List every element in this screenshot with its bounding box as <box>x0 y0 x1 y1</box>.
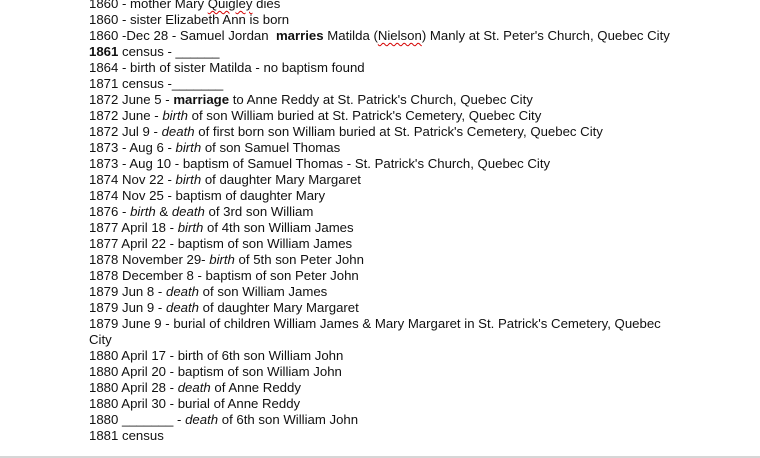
text-run: 1880 _______ - <box>89 412 186 427</box>
text-run: death <box>171 204 205 219</box>
timeline-entry <box>89 156 679 172</box>
text-run: 1864 - birth of sister Matilda - no baptism found <box>89 60 365 75</box>
text-run: death <box>161 124 195 139</box>
text-run: 1874 Nov 22 - <box>89 172 176 187</box>
timeline-entry <box>89 44 679 60</box>
timeline-entry <box>89 428 679 444</box>
timeline-entry <box>89 140 679 156</box>
text-run: of daughter Mary Margaret <box>199 300 359 315</box>
text-run: 1873 - Aug 10 - baptism of Samuel Thomas - St. Patrick's Church, Quebec City <box>89 156 551 171</box>
document-body[interactable] <box>89 0 679 444</box>
timeline-entry <box>89 92 679 108</box>
timeline-entry <box>89 124 679 140</box>
timeline-entry <box>89 412 679 428</box>
text-run: of 5th son Peter John <box>234 252 364 267</box>
text-run: of first born son William buried at St. Patrick's Cemetery, Quebec City <box>194 124 603 139</box>
text-run: marries <box>275 28 324 43</box>
text-run: of son Samuel Thomas <box>201 140 341 155</box>
text-run: Matilda ( <box>323 28 378 43</box>
timeline-entry <box>89 28 679 44</box>
text-run: 1872 June - <box>89 108 163 123</box>
text-run: birth <box>177 220 204 235</box>
text-run: 1880 April 17 - birth of 6th son William John <box>89 348 344 363</box>
text-run: dies <box>252 0 281 11</box>
text-run: 1881 census <box>89 428 164 443</box>
text-run: 1860 -Dec 28 - Samuel Jordan <box>89 28 276 43</box>
text-run: death <box>165 284 199 299</box>
timeline-entry <box>89 172 679 188</box>
text-run: 1879 June 9 - burial of children William James & Mary Margaret in St. Patrick's Cemetery, Quebec City <box>89 316 665 347</box>
text-run: 1880 April 28 - <box>89 380 178 395</box>
text-run: 1872 June 5 - <box>89 92 174 107</box>
timeline-entry <box>89 316 679 348</box>
text-run: ) Manly at St. Peter's Church, Quebec City <box>421 28 670 43</box>
text-run: 1872 Jul 9 - <box>89 124 162 139</box>
timeline-entry <box>89 364 679 380</box>
timeline-entry <box>89 268 679 284</box>
timeline-entry <box>89 284 679 300</box>
text-run: of son William James <box>199 284 328 299</box>
text-run: of son William buried at St. Patrick's Cemetery, Quebec City <box>187 108 542 123</box>
text-run: 1861 <box>89 44 119 59</box>
text-run: 1877 April 18 - <box>89 220 178 235</box>
text-run: 1860 - sister Elizabeth Ann is born <box>89 12 290 27</box>
timeline-entry <box>89 380 679 396</box>
text-run: 1879 Jun 9 - <box>89 300 166 315</box>
text-run: of 4th son William James <box>203 220 354 235</box>
text-run: of daughter Mary Margaret <box>201 172 361 187</box>
text-run: census - ______ <box>118 44 220 59</box>
text-run: to Anne Reddy at St. Patrick's Church, Quebec City <box>229 92 533 107</box>
text-run: marriage <box>173 92 230 107</box>
text-run: death <box>165 300 199 315</box>
timeline-entry <box>89 220 679 236</box>
text-run: 1871 census -_______ <box>89 76 224 91</box>
timeline-entry <box>89 236 679 252</box>
text-run: of Anne Reddy <box>210 380 301 395</box>
misspelled-word: Quigley <box>207 0 253 11</box>
text-run: birth <box>130 204 156 219</box>
timeline-entry <box>89 396 679 412</box>
text-run: 1873 - Aug 6 - <box>89 140 176 155</box>
timeline-entry <box>89 12 679 28</box>
text-run: of 6th son William John <box>218 412 359 427</box>
text-run: death <box>185 412 219 427</box>
text-run: 1876 - <box>89 204 131 219</box>
timeline-entry <box>89 300 679 316</box>
timeline-entry <box>89 252 679 268</box>
text-run: of 3rd son William <box>204 204 314 219</box>
text-run: 1880 April 30 - burial of Anne Reddy <box>89 396 301 411</box>
text-run: 1874 Nov 25 - baptism of daughter Mary <box>89 188 326 203</box>
text-run: 1880 April 20 - baptism of son William John <box>89 364 342 379</box>
text-run: birth <box>162 108 188 123</box>
timeline-entry <box>89 348 679 364</box>
text-run: 1860 - mother Mary <box>89 0 208 11</box>
text-run: death <box>177 380 211 395</box>
misspelled-word: Nielson <box>377 28 422 43</box>
text-run: & <box>155 204 172 219</box>
timeline-entry <box>89 108 679 124</box>
text-run: birth <box>209 252 235 267</box>
timeline-entry <box>89 60 679 76</box>
text-run: 1879 Jun 8 - <box>89 284 166 299</box>
text-run: 1877 April 22 - baptism of son William James <box>89 236 353 251</box>
timeline-entry <box>89 188 679 204</box>
timeline-entry <box>89 0 679 12</box>
text-run: birth <box>175 172 202 187</box>
timeline-entry <box>89 204 679 220</box>
text-run: 1878 December 8 - baptism of son Peter John <box>89 268 359 283</box>
timeline-entry <box>89 76 679 92</box>
text-run: birth <box>175 140 202 155</box>
text-run: 1878 November 29- <box>89 252 210 267</box>
